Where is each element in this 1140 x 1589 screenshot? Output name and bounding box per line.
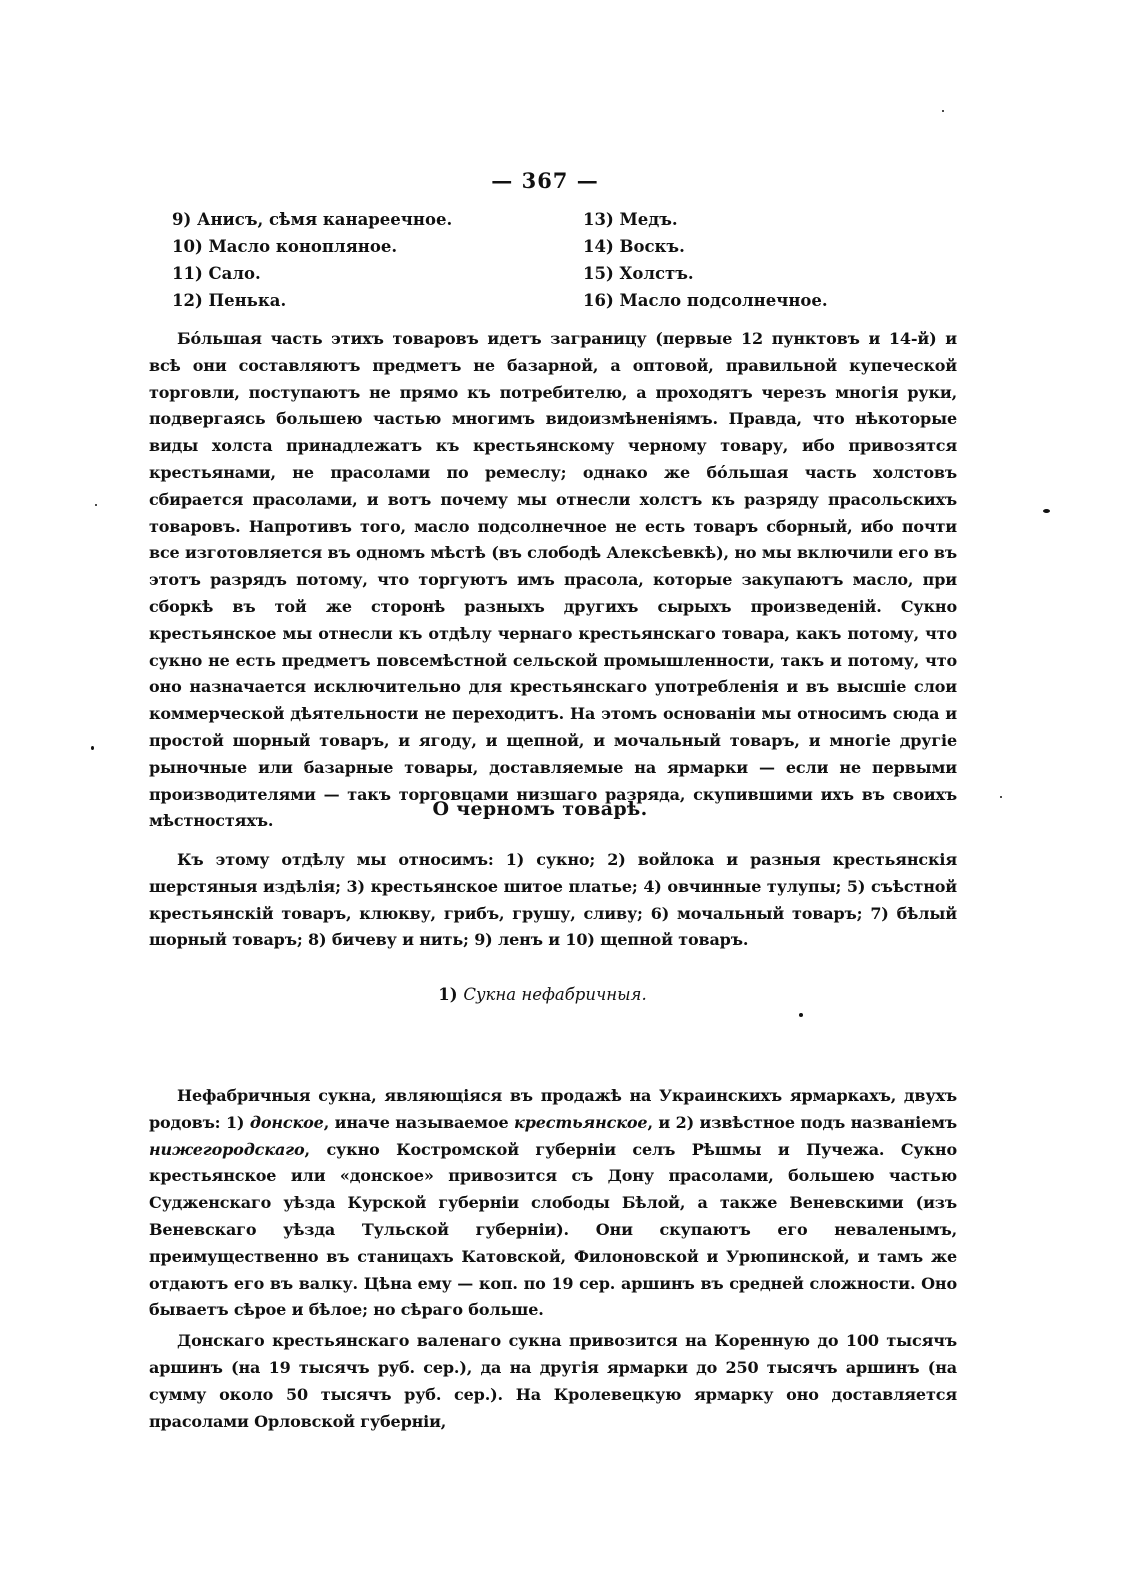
goods-list-left — [172, 206, 452, 314]
scan-speck — [799, 1013, 803, 1017]
paragraph-text: Донскаго крестьянскаго валенаго сукна привозится на Коренную до 100 тысячъ аршинъ (на 19 тысячъ руб. сер.), да на другія ярмарки до 250 тысячъ аршинъ (на сумму около 50 тысячъ руб. сер.). На Кролевецкую ярмарку оно доставляется прасолами Орловской губерніи, — [149, 1331, 957, 1431]
list-item: 11) Сало. — [172, 264, 261, 283]
list-item: 12) Пенька. — [172, 291, 287, 310]
body-paragraph-1 — [149, 326, 957, 835]
paragraph-text: Бо́льшая часть этихъ товаровъ идетъ заграницу (первые 12 пунктовъ и 14-й) и всѣ они составляютъ предметъ не базарной, а оптовой, правильной купеческой торговли, поступаютъ не прямо къ потребителю, а проходятъ черезъ многія руки, подвергаясь большею частью многимъ видоизмѣненіямъ. Правда, что нѣкоторые виды холста принадлежатъ къ крестьянскому черному товару, ибо привозятся крестьянами, не прасолами по ремеслу; однако же бо́льшая часть холстовъ сбирается прасолами, и вотъ почему мы отнесли холстъ къ разряду прасольскихъ товаровъ. Напротивъ того, масло подсолнечное не есть товаръ сборный, ибо почти все изготовляется въ одномъ мѣстѣ (въ слободѣ Алексѣевкѣ), но мы включили его въ этотъ разрядъ потому, что торгуютъ имъ прасола, которые закупаютъ масло, при сборкѣ въ той же сторонѣ разныхъ другихъ сырыхъ произведеній. Сукно крестьянское мы отнесли къ отдѣлу чернаго крестьянскаго товара, какъ потому, что сукно не есть предметъ повсемѣстной сельской промышленности, такъ и потому, что оно назначается исключительно для крестьянскаго употребленія и въ высшіе слои коммерческой дѣятельности не переходитъ. На этомъ основаніи мы относимъ сюда и простой шорный товаръ, и ягоду, и щепной, и мочальный товаръ, и многіе другіе рыночные или базарные товары, доставляемые на ярмарки — если не первыми производителями — такъ торговцами низшаго разряда, скупившими ихъ въ своихъ мѣстностяхъ. — [149, 329, 957, 831]
scan-speck — [942, 110, 944, 112]
list-item: 10) Масло конопляное. — [172, 237, 398, 256]
body-paragraph-3 — [149, 1083, 957, 1435]
paragraph-text-part: , сукно Костромской губерніи селъ Рѣшмы и Пучежа. Сукно крестьянское или «донское» привозится съ Дону прасолами, большею частью Судженскаго уѣзда Курской губерніи слободы Бѣлой, а также Веневскими (изъ Веневскаго уѣзда Тульской губерніи). Они скупаютъ его неваленымъ, преимущественно въ станицахъ Катовской, Филоновской и Урюпинской, и тамъ же отдаютъ его въ валку. Цѣна ему — коп. по 19 сер. аршинъ въ средней сложности. Оно бываетъ сѣрое и бѣлое; но сѣраго больше. — [149, 1139, 957, 1320]
paragraph-text-part: Нефабричныя сукна, являющіяся въ продажѣ на Украинскихъ ярмаркахъ, двухъ родовъ: 1) — [149, 1086, 957, 1132]
page-number: — 367 — — [491, 168, 599, 193]
list-item: 13) Медъ. — [583, 210, 678, 229]
subsection-title: Сукна нефабричныя. — [463, 985, 647, 1004]
paragraph-text: Къ этому отдѣлу мы относимъ: 1) сукно; 2) войлока и разныя крестьянскія шерстяныя издѣлія; 3) крестьянское шитое платье; 4) овчинные тулупы; 5) съѣстной крестьянскій товаръ, клюкву, грибъ, грушу, сливу; 6) мочальный товаръ; 7) бѣлый шорный товаръ; 8) бичеву и нить; 9) ленъ и 10) щепной товаръ. — [149, 850, 957, 950]
paragraph-text-part: , и 2) извѣстное подъ названіемъ — [647, 1112, 958, 1132]
subsection-heading — [0, 985, 1085, 1004]
italic-term: крестьянское — [514, 1112, 648, 1132]
list-item: 15) Холстъ. — [583, 264, 694, 283]
body-paragraph-2 — [149, 847, 957, 954]
scan-speck — [91, 746, 94, 750]
italic-term: донское — [249, 1112, 324, 1132]
goods-list-right — [583, 206, 828, 314]
paragraph-text-part: , иначе называемое — [323, 1112, 509, 1132]
scan-speck — [1000, 796, 1002, 798]
list-item: 9) Анисъ, сѣмя канареечное. — [172, 210, 453, 229]
list-item: 16) Масло подсолнечное. — [583, 291, 828, 310]
list-item: 14) Воскъ. — [583, 237, 685, 256]
subsection-number: 1) — [438, 985, 458, 1004]
paragraph-text — [149, 1083, 957, 1324]
scan-speck — [95, 504, 97, 506]
scan-speck — [1043, 509, 1050, 513]
italic-term: нижегородскаго — [149, 1139, 305, 1159]
section-heading: О черномъ товарѣ. — [432, 798, 648, 820]
